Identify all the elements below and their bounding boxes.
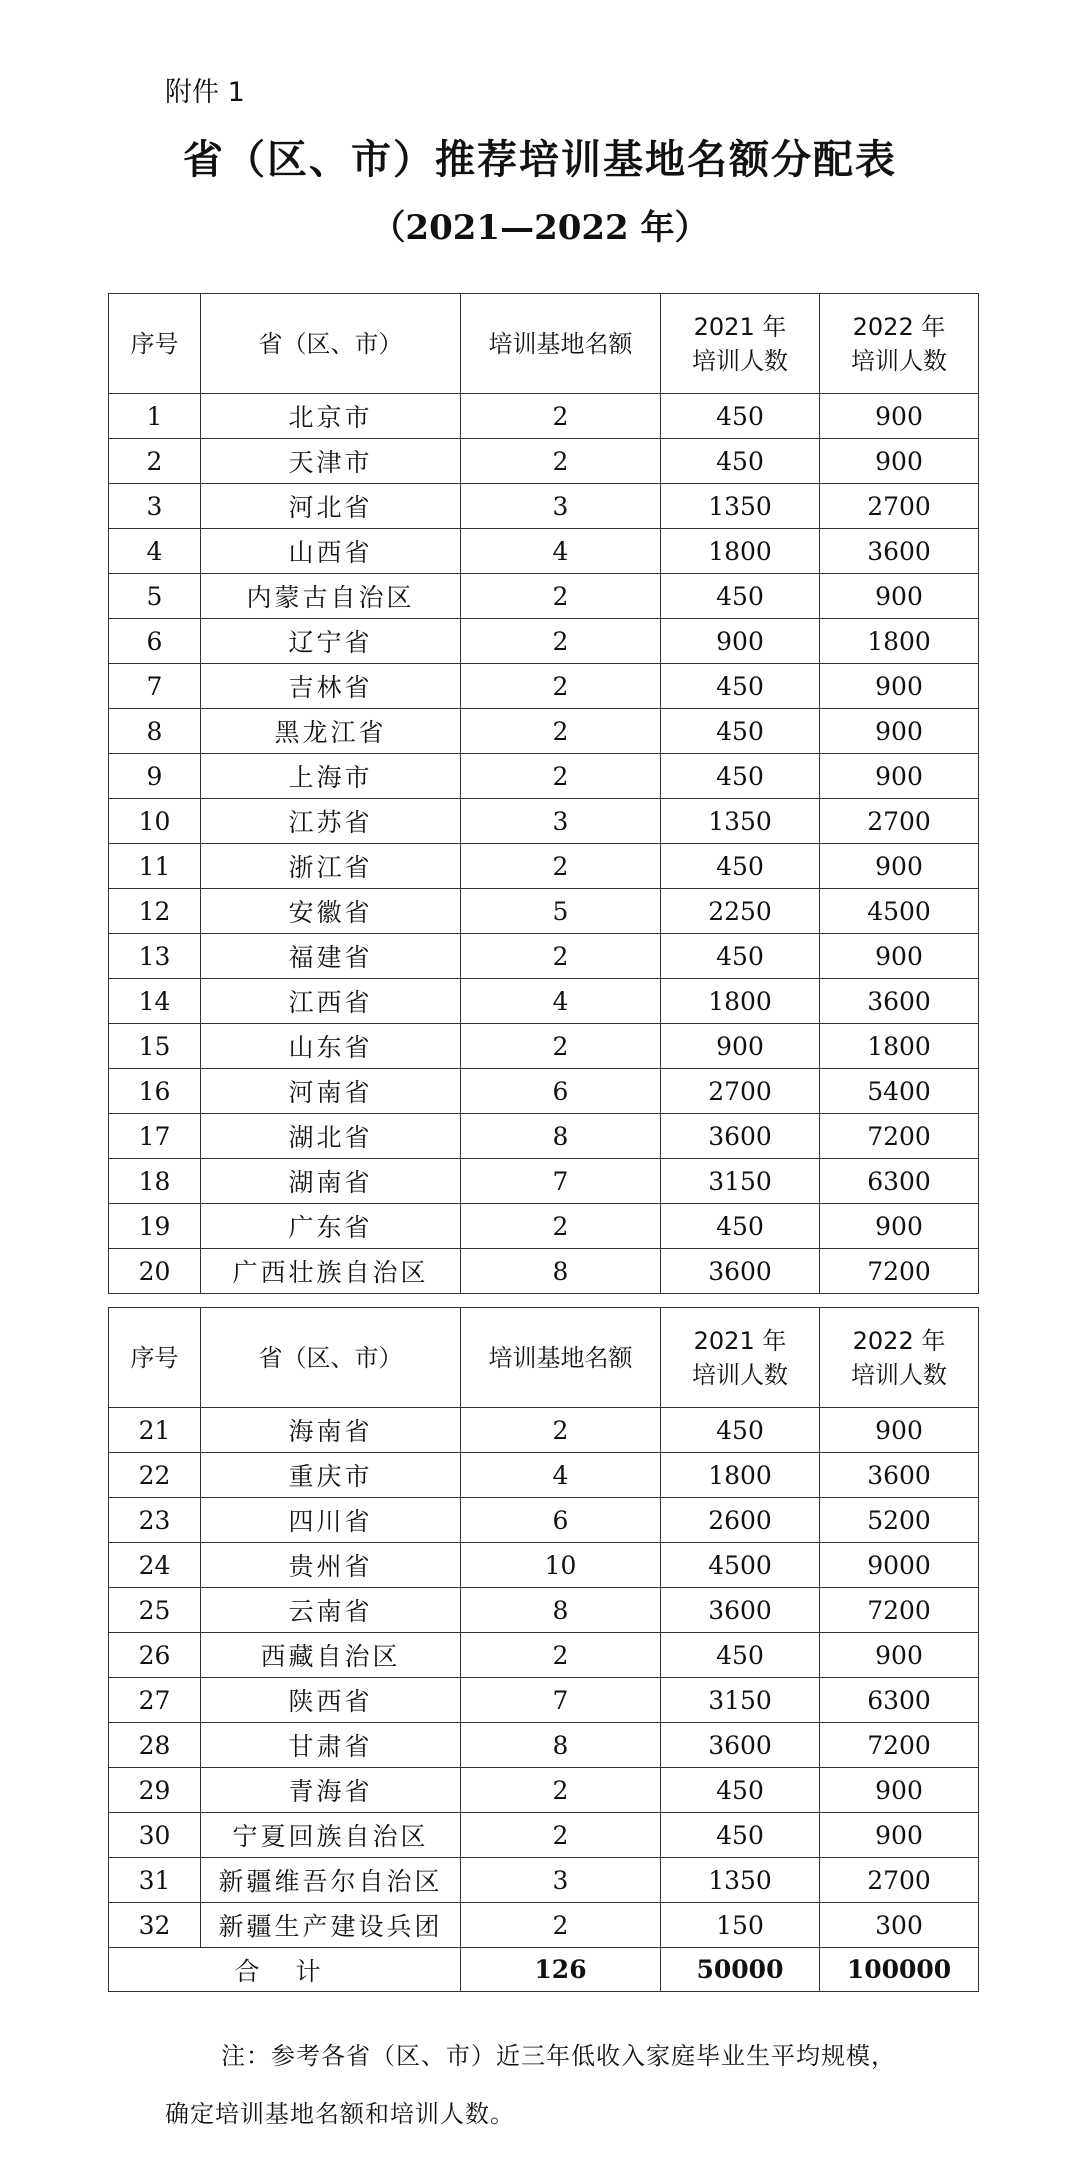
total-label: 合 计 bbox=[109, 1948, 461, 1992]
cell-seq: 23 bbox=[109, 1498, 201, 1543]
cell-2022: 900 bbox=[820, 709, 979, 754]
table-row bbox=[109, 394, 979, 439]
cell-quota: 5 bbox=[461, 889, 661, 934]
cell-seq: 30 bbox=[109, 1813, 201, 1858]
header-2022-year: 2022 年 bbox=[852, 312, 946, 341]
header-province: 省（区、市） bbox=[201, 1308, 461, 1408]
cell-quota: 2 bbox=[461, 574, 661, 619]
quota-table-part-2 bbox=[108, 1307, 979, 1992]
cell-province: 西藏自治区 bbox=[201, 1633, 461, 1678]
cell-seq: 24 bbox=[109, 1543, 201, 1588]
cell-2022: 7200 bbox=[820, 1114, 979, 1159]
table-row bbox=[109, 1159, 979, 1204]
table-row bbox=[109, 934, 979, 979]
cell-2021: 3600 bbox=[661, 1114, 820, 1159]
table-row bbox=[109, 1543, 979, 1588]
cell-province: 江西省 bbox=[201, 979, 461, 1024]
cell-quota: 2 bbox=[461, 754, 661, 799]
cell-2021: 450 bbox=[661, 1204, 820, 1249]
table-row bbox=[109, 664, 979, 709]
table-row bbox=[109, 754, 979, 799]
cell-2022: 2700 bbox=[820, 799, 979, 844]
table-row bbox=[109, 1813, 979, 1858]
cell-province: 河北省 bbox=[201, 484, 461, 529]
cell-seq: 19 bbox=[109, 1204, 201, 1249]
cell-2021: 900 bbox=[661, 619, 820, 664]
table-row bbox=[109, 1024, 979, 1069]
table-row bbox=[109, 529, 979, 574]
cell-2022: 7200 bbox=[820, 1249, 979, 1294]
cell-quota: 3 bbox=[461, 799, 661, 844]
cell-province: 四川省 bbox=[201, 1498, 461, 1543]
cell-seq: 32 bbox=[109, 1903, 201, 1948]
cell-quota: 2 bbox=[461, 1633, 661, 1678]
cell-2022: 900 bbox=[820, 844, 979, 889]
cell-quota: 3 bbox=[461, 484, 661, 529]
cell-province: 陕西省 bbox=[201, 1678, 461, 1723]
table-row bbox=[109, 1723, 979, 1768]
cell-province: 河南省 bbox=[201, 1069, 461, 1114]
cell-2022: 7200 bbox=[820, 1588, 979, 1633]
cell-province: 广东省 bbox=[201, 1204, 461, 1249]
table-row bbox=[109, 1408, 979, 1453]
cell-province: 江苏省 bbox=[201, 799, 461, 844]
header-quota: 培训基地名额 bbox=[461, 294, 661, 394]
footnote-line-2: 确定培训基地名额和培训人数。 bbox=[165, 2100, 515, 2128]
cell-seq: 25 bbox=[109, 1588, 201, 1633]
cell-2021: 450 bbox=[661, 754, 820, 799]
cell-seq: 4 bbox=[109, 529, 201, 574]
cell-quota: 2 bbox=[461, 664, 661, 709]
cell-quota: 8 bbox=[461, 1114, 661, 1159]
cell-2022: 3600 bbox=[820, 979, 979, 1024]
cell-province: 广西壮族自治区 bbox=[201, 1249, 461, 1294]
cell-2021: 1350 bbox=[661, 1858, 820, 1903]
cell-2021: 450 bbox=[661, 934, 820, 979]
header-2021-year: 2021 年 bbox=[693, 1326, 787, 1355]
cell-province: 云南省 bbox=[201, 1588, 461, 1633]
cell-2021: 450 bbox=[661, 844, 820, 889]
cell-seq: 27 bbox=[109, 1678, 201, 1723]
cell-2021: 450 bbox=[661, 664, 820, 709]
cell-province: 重庆市 bbox=[201, 1453, 461, 1498]
footnote-line-1 bbox=[165, 2027, 945, 2085]
cell-province: 黑龙江省 bbox=[201, 709, 461, 754]
cell-province: 上海市 bbox=[201, 754, 461, 799]
cell-2021: 3600 bbox=[661, 1249, 820, 1294]
cell-quota: 2 bbox=[461, 1204, 661, 1249]
cell-province: 山西省 bbox=[201, 529, 461, 574]
cell-seq: 22 bbox=[109, 1453, 201, 1498]
cell-2022: 900 bbox=[820, 439, 979, 484]
cell-province: 内蒙古自治区 bbox=[201, 574, 461, 619]
cell-2021: 450 bbox=[661, 709, 820, 754]
table-body-part-1 bbox=[109, 394, 979, 1294]
cell-seq: 3 bbox=[109, 484, 201, 529]
header-seq: 序号 bbox=[109, 1308, 201, 1408]
cell-seq: 21 bbox=[109, 1408, 201, 1453]
cell-seq: 31 bbox=[109, 1858, 201, 1903]
cell-2022: 300 bbox=[820, 1903, 979, 1948]
cell-seq: 12 bbox=[109, 889, 201, 934]
cell-quota: 7 bbox=[461, 1159, 661, 1204]
cell-2021: 450 bbox=[661, 1633, 820, 1678]
attachment-label: 附件 1 bbox=[165, 77, 245, 108]
cell-quota: 3 bbox=[461, 1858, 661, 1903]
cell-2021: 1800 bbox=[661, 1453, 820, 1498]
cell-province: 新疆生产建设兵团 bbox=[201, 1903, 461, 1948]
cell-seq: 14 bbox=[109, 979, 201, 1024]
table-row bbox=[109, 1678, 979, 1723]
table-row bbox=[109, 1498, 979, 1543]
cell-2021: 450 bbox=[661, 439, 820, 484]
cell-quota: 2 bbox=[461, 844, 661, 889]
cell-2022: 6300 bbox=[820, 1159, 979, 1204]
cell-2022: 900 bbox=[820, 574, 979, 619]
table-row bbox=[109, 709, 979, 754]
cell-seq: 8 bbox=[109, 709, 201, 754]
cell-quota: 2 bbox=[461, 1768, 661, 1813]
table-row bbox=[109, 799, 979, 844]
cell-seq: 28 bbox=[109, 1723, 201, 1768]
cell-province: 浙江省 bbox=[201, 844, 461, 889]
header-2021-label: 培训人数 bbox=[692, 1360, 788, 1389]
cell-seq: 11 bbox=[109, 844, 201, 889]
table-row bbox=[109, 889, 979, 934]
table-row bbox=[109, 1633, 979, 1678]
cell-seq: 5 bbox=[109, 574, 201, 619]
cell-2022: 3600 bbox=[820, 529, 979, 574]
table-row bbox=[109, 1249, 979, 1294]
table-row bbox=[109, 1114, 979, 1159]
cell-2022: 7200 bbox=[820, 1723, 979, 1768]
cell-2022: 900 bbox=[820, 934, 979, 979]
cell-seq: 29 bbox=[109, 1768, 201, 1813]
header-2022 bbox=[820, 1308, 979, 1408]
cell-seq: 9 bbox=[109, 754, 201, 799]
cell-2021: 1350 bbox=[661, 484, 820, 529]
total-2022: 100000 bbox=[820, 1948, 979, 1992]
table-row bbox=[109, 1069, 979, 1114]
cell-2021: 1800 bbox=[661, 979, 820, 1024]
header-2021-year: 2021 年 bbox=[693, 312, 787, 341]
cell-2022: 900 bbox=[820, 664, 979, 709]
cell-seq: 26 bbox=[109, 1633, 201, 1678]
cell-2021: 3600 bbox=[661, 1723, 820, 1768]
cell-2022: 900 bbox=[820, 394, 979, 439]
table-row bbox=[109, 574, 979, 619]
cell-2021: 2700 bbox=[661, 1069, 820, 1114]
cell-quota: 2 bbox=[461, 1408, 661, 1453]
cell-seq: 2 bbox=[109, 439, 201, 484]
footnote bbox=[165, 2027, 945, 2143]
cell-province: 天津市 bbox=[201, 439, 461, 484]
cell-province: 湖北省 bbox=[201, 1114, 461, 1159]
cell-2022: 1800 bbox=[820, 1024, 979, 1069]
header-seq: 序号 bbox=[109, 294, 201, 394]
table-row bbox=[109, 619, 979, 664]
cell-2021: 150 bbox=[661, 1903, 820, 1948]
cell-2021: 2600 bbox=[661, 1498, 820, 1543]
cell-2021: 450 bbox=[661, 1768, 820, 1813]
cell-2021: 2250 bbox=[661, 889, 820, 934]
cell-quota: 8 bbox=[461, 1723, 661, 1768]
cell-seq: 6 bbox=[109, 619, 201, 664]
header-2021 bbox=[661, 294, 820, 394]
cell-quota: 2 bbox=[461, 709, 661, 754]
table-row bbox=[109, 1858, 979, 1903]
cell-2022: 2700 bbox=[820, 484, 979, 529]
cell-province: 福建省 bbox=[201, 934, 461, 979]
table-body-part-2 bbox=[109, 1408, 979, 1948]
header-quota: 培训基地名额 bbox=[461, 1308, 661, 1408]
cell-2021: 1350 bbox=[661, 799, 820, 844]
cell-seq: 18 bbox=[109, 1159, 201, 1204]
cell-province: 湖南省 bbox=[201, 1159, 461, 1204]
cell-province: 新疆维吾尔自治区 bbox=[201, 1858, 461, 1903]
cell-quota: 2 bbox=[461, 619, 661, 664]
table-header-row bbox=[109, 1308, 979, 1408]
header-2021-label: 培训人数 bbox=[692, 346, 788, 375]
cell-2022: 900 bbox=[820, 1204, 979, 1249]
table-row bbox=[109, 484, 979, 529]
cell-seq: 20 bbox=[109, 1249, 201, 1294]
cell-province: 甘肃省 bbox=[201, 1723, 461, 1768]
total-2021: 50000 bbox=[661, 1948, 820, 1992]
cell-quota: 2 bbox=[461, 934, 661, 979]
header-2022-year: 2022 年 bbox=[852, 1326, 946, 1355]
cell-province: 吉林省 bbox=[201, 664, 461, 709]
cell-province: 北京市 bbox=[201, 394, 461, 439]
footnote-text-1: 注：参考各省（区、市）近三年低收入家庭毕业生平均规模， bbox=[221, 2042, 896, 2070]
cell-2021: 450 bbox=[661, 574, 820, 619]
cell-quota: 10 bbox=[461, 1543, 661, 1588]
cell-2021: 450 bbox=[661, 1813, 820, 1858]
cell-quota: 2 bbox=[461, 439, 661, 484]
cell-seq: 1 bbox=[109, 394, 201, 439]
document-subtitle: （2021—2022 年） bbox=[371, 208, 709, 248]
cell-quota: 4 bbox=[461, 529, 661, 574]
document-title: 省（区、市）推荐培训基地名额分配表 bbox=[183, 136, 897, 183]
cell-2022: 6300 bbox=[820, 1678, 979, 1723]
cell-2022: 5200 bbox=[820, 1498, 979, 1543]
cell-2021: 4500 bbox=[661, 1543, 820, 1588]
header-province: 省（区、市） bbox=[201, 294, 461, 394]
cell-province: 山东省 bbox=[201, 1024, 461, 1069]
cell-province: 青海省 bbox=[201, 1768, 461, 1813]
cell-2022: 3600 bbox=[820, 1453, 979, 1498]
cell-quota: 4 bbox=[461, 979, 661, 1024]
header-2022 bbox=[820, 294, 979, 394]
cell-province: 辽宁省 bbox=[201, 619, 461, 664]
cell-2022: 4500 bbox=[820, 889, 979, 934]
table-row bbox=[109, 844, 979, 889]
table-row bbox=[109, 1204, 979, 1249]
cell-2021: 3150 bbox=[661, 1159, 820, 1204]
header-2021 bbox=[661, 1308, 820, 1408]
table-row bbox=[109, 1588, 979, 1633]
cell-province: 宁夏回族自治区 bbox=[201, 1813, 461, 1858]
cell-2021: 3150 bbox=[661, 1678, 820, 1723]
cell-2022: 900 bbox=[820, 1633, 979, 1678]
cell-quota: 6 bbox=[461, 1498, 661, 1543]
cell-seq: 13 bbox=[109, 934, 201, 979]
cell-2022: 900 bbox=[820, 1813, 979, 1858]
cell-2021: 450 bbox=[661, 1408, 820, 1453]
cell-2022: 5400 bbox=[820, 1069, 979, 1114]
cell-quota: 4 bbox=[461, 1453, 661, 1498]
cell-quota: 7 bbox=[461, 1678, 661, 1723]
cell-province: 海南省 bbox=[201, 1408, 461, 1453]
cell-quota: 8 bbox=[461, 1249, 661, 1294]
header-2022-label: 培训人数 bbox=[851, 346, 947, 375]
table-row bbox=[109, 439, 979, 484]
cell-2021: 3600 bbox=[661, 1588, 820, 1633]
table-total-row bbox=[109, 1948, 979, 1992]
cell-quota: 2 bbox=[461, 1813, 661, 1858]
quota-table-part-1 bbox=[108, 293, 979, 1294]
table-row bbox=[109, 1768, 979, 1813]
cell-2022: 900 bbox=[820, 1768, 979, 1813]
header-2022-label: 培训人数 bbox=[851, 1360, 947, 1389]
cell-seq: 16 bbox=[109, 1069, 201, 1114]
cell-quota: 2 bbox=[461, 1903, 661, 1948]
table-header-row bbox=[109, 294, 979, 394]
cell-2022: 1800 bbox=[820, 619, 979, 664]
table-row bbox=[109, 979, 979, 1024]
cell-2021: 450 bbox=[661, 394, 820, 439]
cell-province: 安徽省 bbox=[201, 889, 461, 934]
cell-quota: 2 bbox=[461, 394, 661, 439]
cell-seq: 15 bbox=[109, 1024, 201, 1069]
cell-2022: 900 bbox=[820, 1408, 979, 1453]
table-row bbox=[109, 1903, 979, 1948]
cell-2022: 9000 bbox=[820, 1543, 979, 1588]
cell-2022: 2700 bbox=[820, 1858, 979, 1903]
cell-seq: 10 bbox=[109, 799, 201, 844]
cell-2021: 900 bbox=[661, 1024, 820, 1069]
cell-seq: 7 bbox=[109, 664, 201, 709]
cell-quota: 8 bbox=[461, 1588, 661, 1633]
cell-province: 贵州省 bbox=[201, 1543, 461, 1588]
total-quota: 126 bbox=[461, 1948, 661, 1992]
cell-quota: 2 bbox=[461, 1024, 661, 1069]
cell-2021: 1800 bbox=[661, 529, 820, 574]
cell-seq: 17 bbox=[109, 1114, 201, 1159]
cell-quota: 6 bbox=[461, 1069, 661, 1114]
table-row bbox=[109, 1453, 979, 1498]
cell-2022: 900 bbox=[820, 754, 979, 799]
